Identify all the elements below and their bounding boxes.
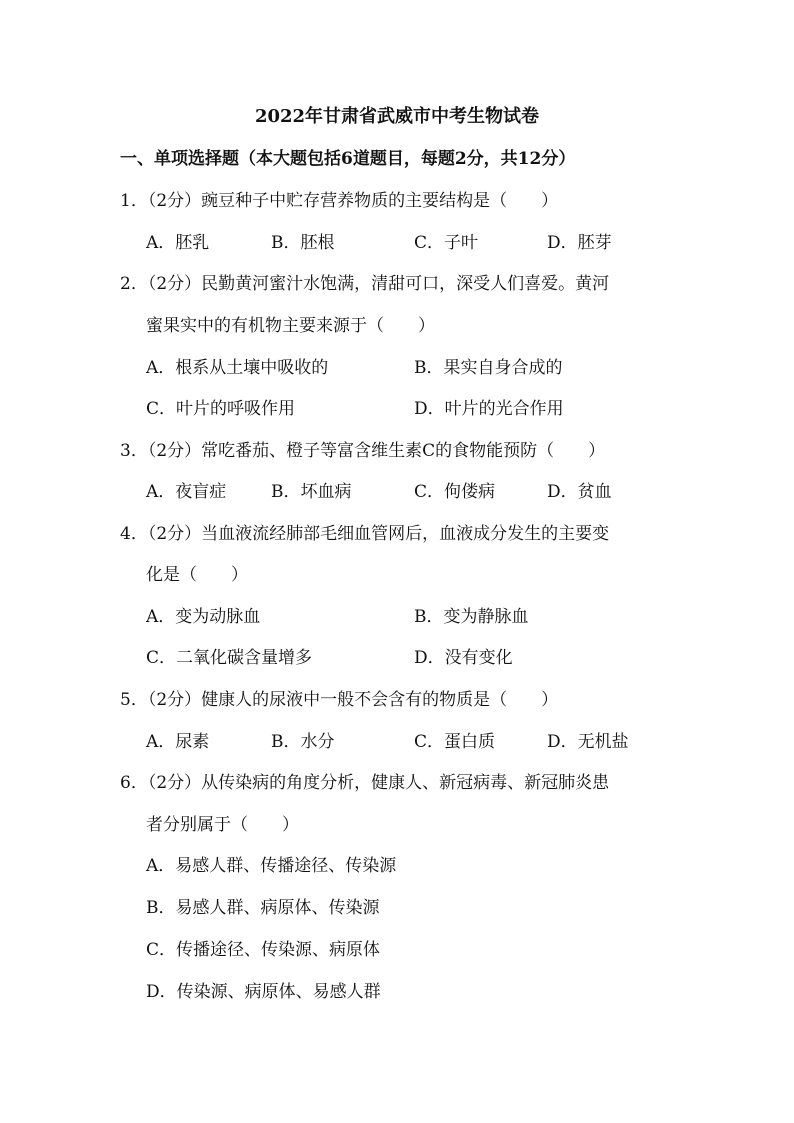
question-4-option-d: D．没有变化 (414, 648, 513, 668)
question-5-stem: 5．（2分）健康人的尿液中一般不会含有的物质是（ ） (120, 690, 559, 710)
section-heading: 一、单项选择题（本大题包括6道题目，每题2分，共12分） (120, 149, 576, 169)
question-5-option-b: B．水分 (271, 732, 335, 752)
question-3-option-b: B．坏血病 (271, 482, 352, 502)
question-3-option-c: C．佝偻病 (414, 482, 496, 502)
question-6-stem: 6．（2分）从传染病的角度分析，健康人、新冠病毒、新冠肺炎患 (120, 773, 610, 793)
question-1-stem: 1．（2分）豌豆种子中贮存营养物质的主要结构是（ ） (120, 191, 559, 211)
question-4-option-a: A．变为动脉血 (146, 607, 261, 627)
question-4-option-c: C．二氧化碳含量增多 (146, 648, 313, 668)
question-3-stem: 3．（2分）常吃番茄、橙子等富含维生素C的食物能预防（ ） (120, 441, 606, 461)
question-2-option-a: A．根系从土壤中吸收的 (146, 358, 329, 378)
question-2-option-d: D．叶片的光合作用 (414, 399, 564, 419)
question-3-option-a: A．夜盲症 (146, 482, 227, 502)
question-1-option-c: C．子叶 (414, 233, 479, 253)
question-5-option-d: D．无机盐 (547, 732, 629, 752)
question-1-option-d: D．胚芽 (547, 233, 612, 253)
question-4-option-b: B．变为静脉血 (414, 607, 529, 627)
page-title: 2022年甘肃省武威市中考生物试卷 (254, 106, 540, 127)
question-1-option-b: B．胚根 (271, 233, 335, 253)
question-5-option-a: A．尿素 (146, 732, 210, 752)
question-2-stem: 2．（2分）民勤黄河蜜汁水饱满，清甜可口，深受人们喜爱。黄河 (120, 274, 610, 294)
question-4-stem: 4．（2分）当血液流经肺部毛细血管网后，血液成分发生的主要变 (120, 524, 610, 544)
question-4-stem-continued: 化是（ ） (146, 565, 248, 585)
question-2-option-b: B．果实自身合成的 (414, 358, 563, 378)
question-5-option-c: C．蛋白质 (414, 732, 496, 752)
question-6-option-b: B．易感人群、病原体、传染源 (146, 898, 380, 918)
question-2-option-c: C．叶片的呼吸作用 (146, 399, 296, 419)
question-3-option-d: D．贫血 (547, 482, 612, 502)
question-6-option-d: D．传染源、病原体、易感人群 (146, 982, 381, 1002)
question-6-option-c: C．传播途径、传染源、病原体 (146, 940, 381, 960)
question-6-option-a: A．易感人群、传播途径、传染源 (146, 856, 397, 876)
question-2-stem-continued: 蜜果实中的有机物主要来源于（ ） (146, 316, 435, 336)
question-1-option-a: A．胚乳 (146, 233, 210, 253)
question-6-stem-continued: 者分别属于（ ） (146, 815, 299, 835)
